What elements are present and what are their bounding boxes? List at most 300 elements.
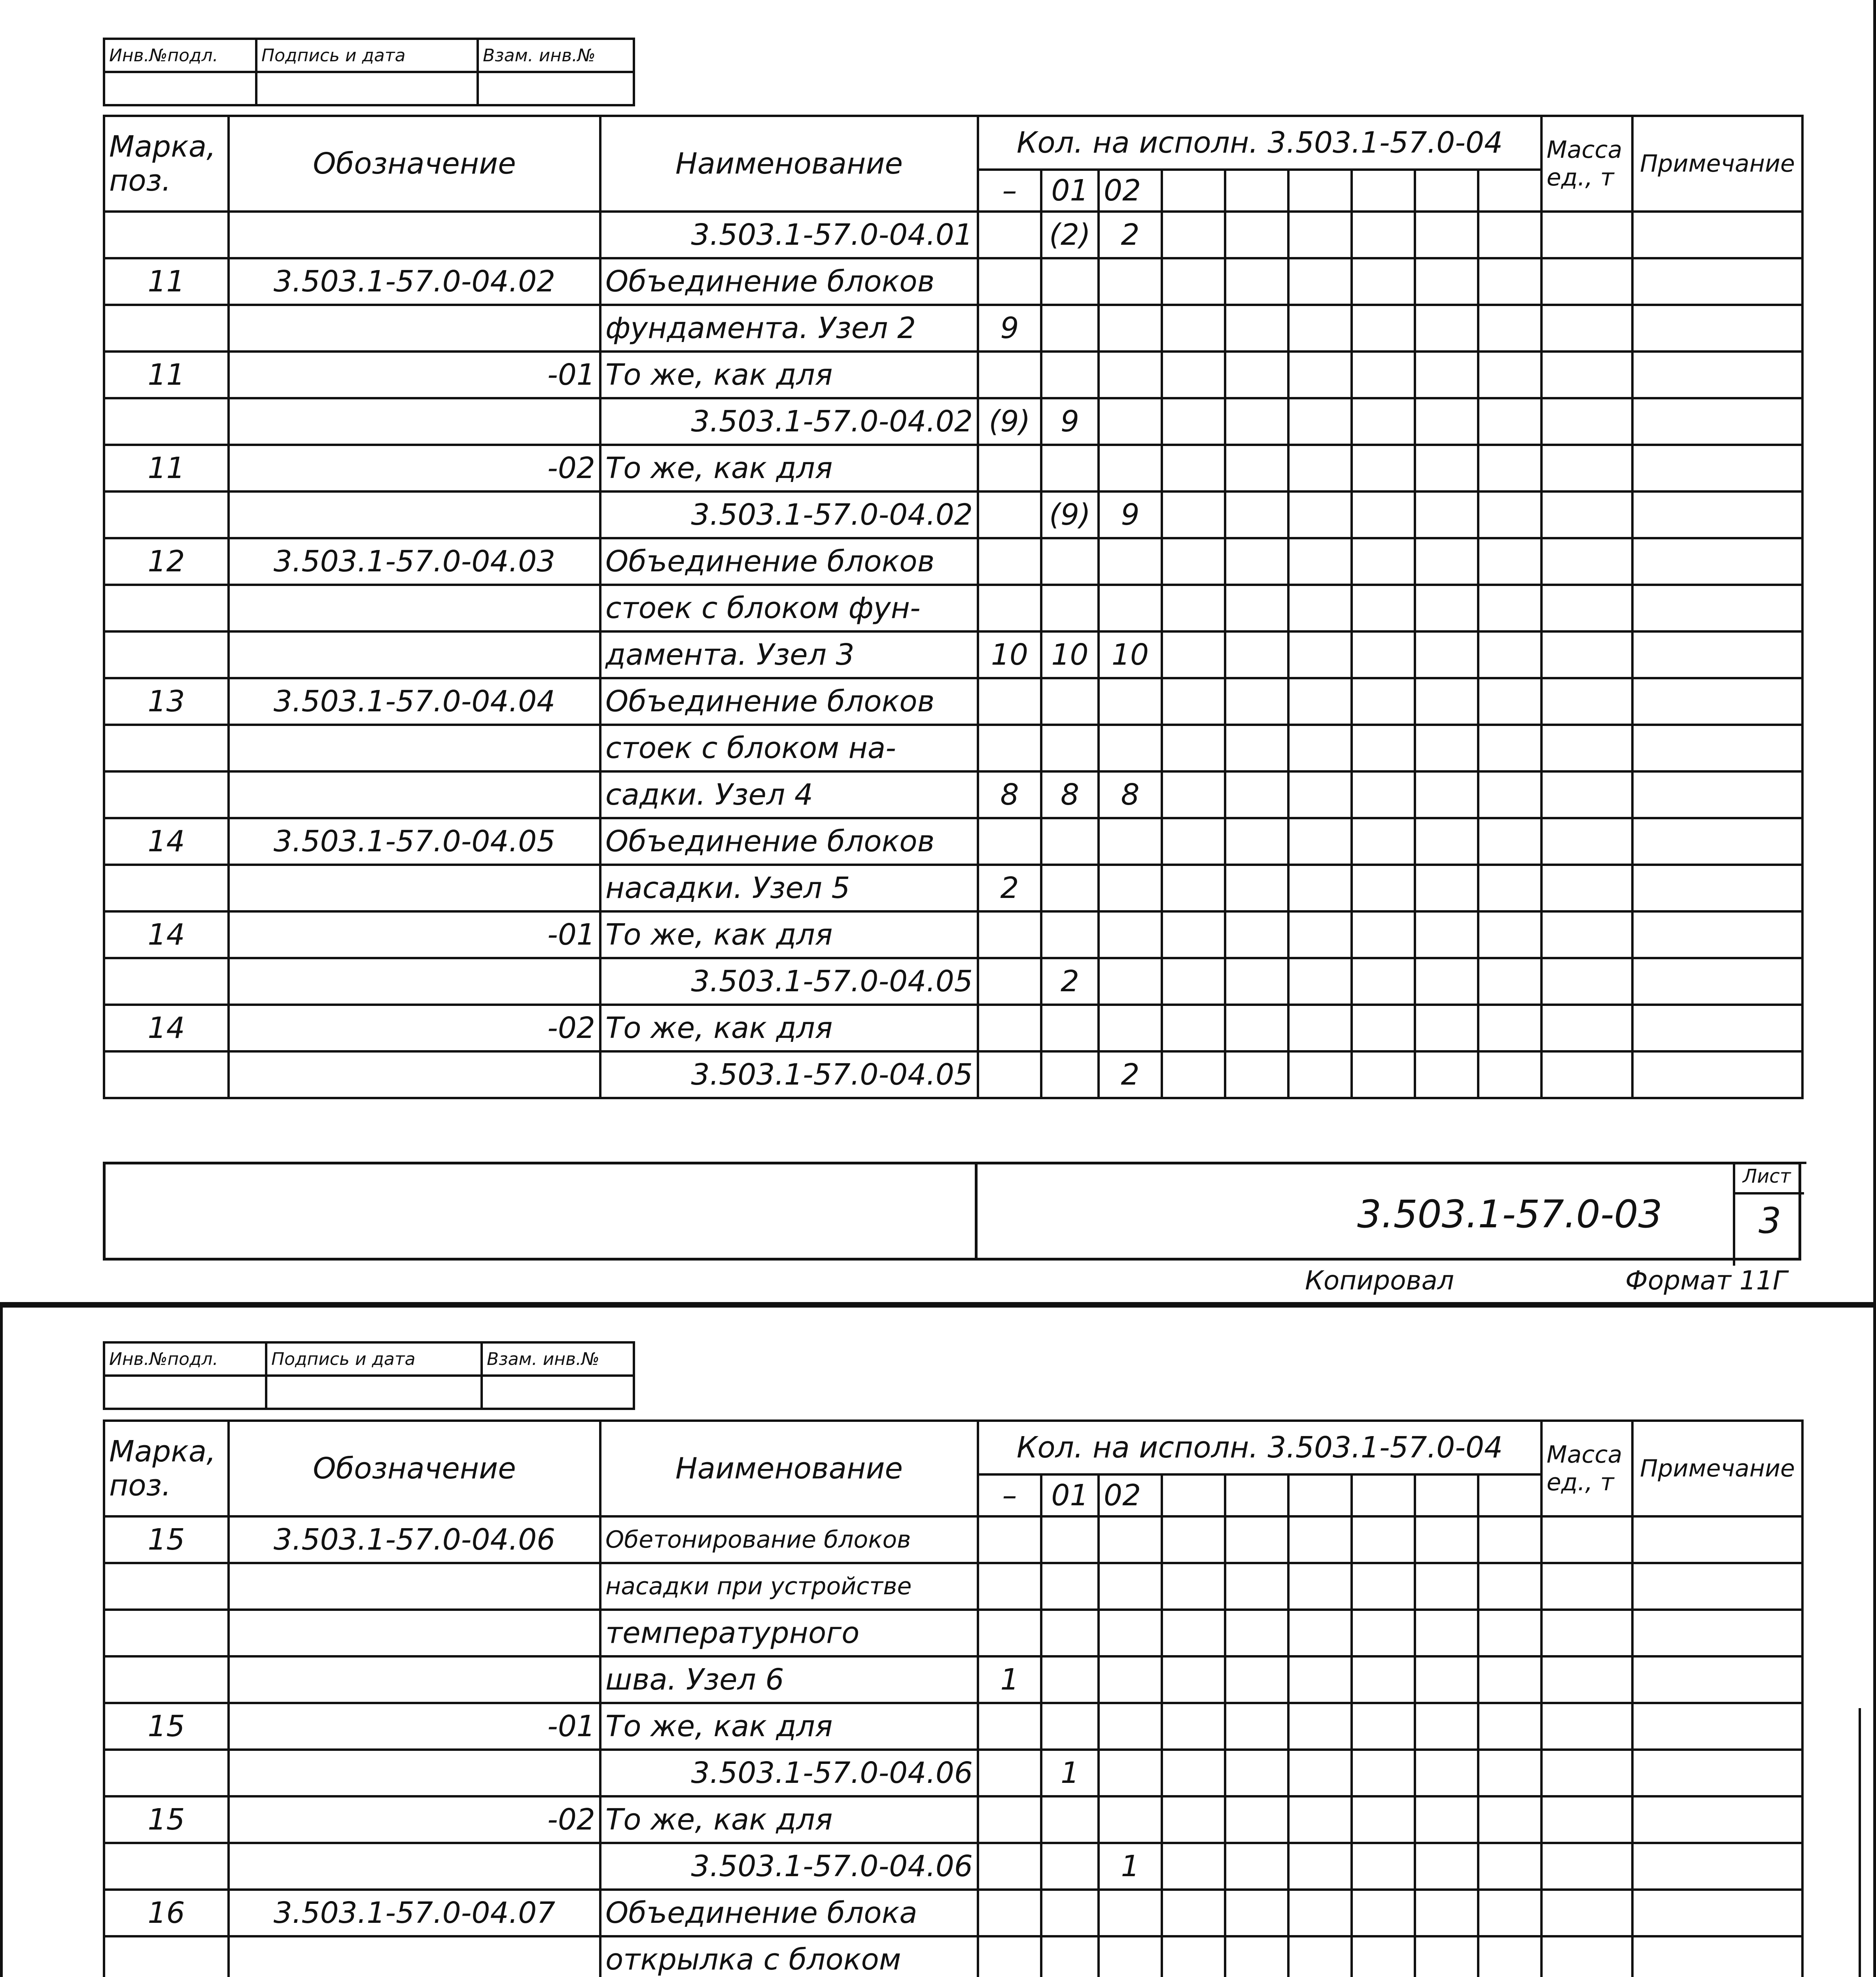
cell-empty [1225,1610,1288,1656]
cell-qty-01 [1041,1703,1099,1750]
cell-empty [1162,491,1225,538]
cell-empty [1162,911,1225,958]
cell-empty [1632,1563,1802,1610]
header-col-02: 02 [1099,1474,1162,1516]
cell-qty-02: 2 [1099,1051,1162,1098]
cell-naimenovanie: То же, как для [600,352,978,398]
cell-naimenovanie: 3.503.1-57.0-04.06 [600,1843,978,1890]
cell-empty [1415,1750,1478,1796]
header-primechanie: Примечание [1632,1421,1802,1516]
cell-qty-02 [1099,1890,1162,1936]
cell-empty [1415,958,1478,1005]
cell-empty [1415,1890,1478,1936]
cell-qty-01 [1041,1563,1099,1610]
cell-empty [1288,1563,1352,1610]
cell-empty [1162,212,1225,258]
cell-qty-01: 8 [1041,771,1099,818]
cell-oboznachenie [229,865,600,911]
cell-qty-base [978,1563,1041,1610]
cell-empty [1478,258,1541,305]
table-body [104,1516,1802,1977]
cell-oboznachenie: 3.503.1-57.0-04.04 [229,678,600,725]
cell-empty [1541,1656,1632,1703]
cell-empty [1225,818,1288,865]
copied-by: Копировал [1305,1265,1454,1296]
cell-empty [1288,1843,1352,1890]
cell-empty [1541,818,1632,865]
cell-empty [1478,445,1541,491]
cell-qty-02 [1099,1610,1162,1656]
cell-empty [1415,1005,1478,1051]
cell-qty-02 [1099,678,1162,725]
cell-marka: 16 [104,1890,229,1936]
cell-empty [1415,491,1478,538]
cell-qty-01 [1041,585,1099,631]
cell-empty [1352,445,1415,491]
cell-empty [1478,818,1541,865]
header-col-01: 01 [1041,1474,1099,1516]
cell-qty-01: 10 [1041,631,1099,678]
cell-qty-base: 10 [978,631,1041,678]
cell-naimenovanie: дамента. Узел 3 [600,631,978,678]
cell-oboznachenie: 3.503.1-57.0-04.07 [229,1890,600,1936]
cell-naimenovanie: Обетонирование блоков [600,1516,978,1563]
cell-empty [1162,1796,1225,1843]
cell-qty-base: 8 [978,771,1041,818]
cell-empty [1632,1703,1802,1750]
cell-qty-01: 1 [1041,1750,1099,1796]
cell-empty [1541,585,1632,631]
binding-line [1859,1708,1861,1977]
cell-empty [1162,818,1225,865]
table-row [104,1051,1802,1098]
sheet-number: 3 [1759,1200,1781,1242]
header-col-01: 01 [1041,170,1099,212]
cell-oboznachenie [229,305,600,352]
cell-empty [1352,398,1415,445]
cell-empty [1478,1610,1541,1656]
cell-empty [1162,1005,1225,1051]
cell-qty-02 [1099,538,1162,585]
cell-empty [1478,678,1541,725]
cell-marka [104,1936,229,1977]
cell-marka: 11 [104,352,229,398]
cell-oboznachenie [229,725,600,771]
cell-empty [1162,1750,1225,1796]
cell-qty-01 [1041,1843,1099,1890]
cell-empty [1632,1051,1802,1098]
cell-qty-base [978,1610,1041,1656]
cell-empty [1415,538,1478,585]
cell-empty [1352,958,1415,1005]
cell-empty [1225,1005,1288,1051]
cell-naimenovanie: 3.503.1-57.0-04.06 [600,1750,978,1796]
cell-qty-base [978,1936,1041,1977]
cell-empty [1478,725,1541,771]
cell-empty [1541,958,1632,1005]
stamp-sign: Подпись и дата [256,39,478,72]
cell-empty [1541,445,1632,491]
cell-naimenovanie: То же, как для [600,1005,978,1051]
cell-qty-02 [1099,1005,1162,1051]
cell-marka [104,865,229,911]
cell-empty [1352,678,1415,725]
cell-marka [104,398,229,445]
cell-empty [1478,398,1541,445]
cell-empty [1225,1563,1288,1610]
cell-empty [1632,585,1802,631]
table-body [104,212,1802,1098]
table-row [104,445,1802,491]
cell-empty [1225,678,1288,725]
cell-marka: 13 [104,678,229,725]
stamp-inv: Инв.№подл. [104,39,256,72]
cell-empty [1415,1051,1478,1098]
cell-empty [1415,1516,1478,1563]
cell-empty [1541,1516,1632,1563]
cell-empty [1415,352,1478,398]
cell-empty [1632,1005,1802,1051]
cell-qty-01 [1041,911,1099,958]
header-col-02: 02 [1099,170,1162,212]
cell-empty [1352,771,1415,818]
cell-qty-base: 2 [978,865,1041,911]
cell-empty [1225,1656,1288,1703]
cell-marka: 12 [104,538,229,585]
cell-naimenovanie: насадки. Узел 5 [600,865,978,911]
cell-qty-01 [1041,678,1099,725]
cell-empty [1288,445,1352,491]
cell-oboznachenie [229,631,600,678]
cell-empty [1632,398,1802,445]
cell-empty [1632,258,1802,305]
cell-empty [1632,445,1802,491]
cell-empty [1352,725,1415,771]
cell-marka [104,631,229,678]
cell-empty [1541,911,1632,958]
cell-empty [1478,1516,1541,1563]
header-naimenovanie: Наименование [600,1421,978,1516]
cell-qty-02 [1099,1656,1162,1703]
sheet-label: Лист [1743,1165,1791,1187]
cell-empty [1478,771,1541,818]
sheet-4 [0,1305,1876,1977]
cell-naimenovanie: Объединение блоков [600,678,978,725]
header-marka: Марка, поз. [104,116,229,212]
cell-empty [1632,1936,1802,1977]
cell-empty [1162,1051,1225,1098]
cell-empty [1162,1516,1225,1563]
cell-oboznachenie [229,398,600,445]
cell-empty [1415,258,1478,305]
cell-empty [1541,1005,1632,1051]
cell-qty-01: 2 [1041,958,1099,1005]
cell-empty [1478,1563,1541,1610]
cell-empty [1541,1750,1632,1796]
cell-empty [1162,585,1225,631]
cell-empty [1415,1796,1478,1843]
cell-empty [1478,1656,1541,1703]
cell-marka [104,1051,229,1098]
header-oboznachenie: Обозначение [229,1421,600,1516]
cell-empty [1541,538,1632,585]
cell-empty [1352,1703,1415,1750]
cell-qty-base [978,538,1041,585]
cell-marka [104,725,229,771]
table-row [104,398,1802,445]
table-row [104,1936,1802,1977]
cell-oboznachenie [229,1656,600,1703]
cell-empty [1288,398,1352,445]
cell-empty [1225,631,1288,678]
cell-empty [1541,1703,1632,1750]
cell-empty [1225,1796,1288,1843]
cell-empty [1478,1936,1541,1977]
cell-empty [1541,725,1632,771]
cell-empty [1478,631,1541,678]
table-row [104,678,1802,725]
cell-qty-02 [1099,1563,1162,1610]
cell-empty [1352,538,1415,585]
cell-empty [1415,725,1478,771]
table-row [104,911,1802,958]
cell-qty-01 [1041,1610,1099,1656]
cell-empty [1352,1610,1415,1656]
stamp-vzam: Взам. инв.№ [482,1342,634,1376]
cell-qty-02: 1 [1099,1843,1162,1890]
table-row [104,1750,1802,1796]
header-oboznachenie: Обозначение [229,116,600,212]
table-row [104,585,1802,631]
cell-marka [104,771,229,818]
cell-empty [1352,865,1415,911]
cell-empty [1541,1936,1632,1977]
cell-empty [1288,305,1352,352]
cell-oboznachenie [229,585,600,631]
cell-empty [1541,1610,1632,1656]
table-row [104,1610,1802,1656]
cell-empty [1225,585,1288,631]
cell-marka: 14 [104,1005,229,1051]
cell-qty-02 [1099,1703,1162,1750]
cell-empty [1632,1656,1802,1703]
cell-empty [1541,398,1632,445]
cell-empty [1162,1563,1225,1610]
cell-empty [1225,1703,1288,1750]
table-row [104,491,1802,538]
cell-empty [1478,1890,1541,1936]
cell-empty [1288,911,1352,958]
stamp-vzam: Взам. инв.№ [478,39,634,72]
cell-empty [1162,958,1225,1005]
cell-empty [1415,585,1478,631]
cell-qty-base [978,445,1041,491]
cell-qty-base [978,1703,1041,1750]
cell-qty-base [978,818,1041,865]
cell-empty [1352,1936,1415,1977]
cell-empty [1478,1750,1541,1796]
cell-empty [1632,911,1802,958]
cell-qty-02: 8 [1099,771,1162,818]
cell-marka [104,491,229,538]
cell-naimenovanie: То же, как для [600,1703,978,1750]
cell-qty-base [978,1516,1041,1563]
cell-marka: 15 [104,1796,229,1843]
cell-oboznachenie: 3.503.1-57.0-04.03 [229,538,600,585]
cell-qty-base [978,212,1041,258]
cell-empty [1288,585,1352,631]
cell-oboznachenie [229,212,600,258]
cell-qty-02: 9 [1099,491,1162,538]
cell-empty [1162,678,1225,725]
cell-empty [1162,398,1225,445]
cell-empty [1415,1610,1478,1656]
cell-empty [1288,725,1352,771]
cell-empty [1225,865,1288,911]
cell-naimenovanie: 3.503.1-57.0-04.05 [600,1051,978,1098]
cell-marka [104,1610,229,1656]
cell-oboznachenie: -02 [229,445,600,491]
cell-empty [1632,958,1802,1005]
cell-empty [1415,1843,1478,1890]
table-row [104,1005,1802,1051]
cell-oboznachenie [229,1610,600,1656]
cell-empty [1352,1656,1415,1703]
cell-qty-01: (2) [1041,212,1099,258]
cell-qty-01 [1041,1890,1099,1936]
cell-empty [1478,352,1541,398]
cell-qty-01 [1041,1656,1099,1703]
cell-empty [1632,1516,1802,1563]
cell-naimenovanie: 3.503.1-57.0-04.01 [600,212,978,258]
cell-naimenovanie: стоек с блоком на- [600,725,978,771]
cell-empty [1288,1051,1352,1098]
cell-empty [1288,958,1352,1005]
cell-oboznachenie [229,1843,600,1890]
cell-empty [1478,585,1541,631]
cell-empty [1478,1843,1541,1890]
cell-qty-base [978,1005,1041,1051]
cell-empty [1288,491,1352,538]
cell-empty [1162,445,1225,491]
table-row [104,865,1802,911]
cell-empty [1225,258,1288,305]
cell-qty-02 [1099,1936,1162,1977]
cell-qty-01 [1041,445,1099,491]
cell-empty [1478,305,1541,352]
cell-naimenovanie: насадки при устройстве [600,1563,978,1610]
cell-qty-02 [1099,818,1162,865]
cell-empty [1541,212,1632,258]
cell-empty [1225,1051,1288,1098]
cell-naimenovanie: температурного [600,1610,978,1656]
cell-qty-base [978,911,1041,958]
cell-qty-base [978,585,1041,631]
cell-empty [1162,725,1225,771]
approval-stamp [103,38,635,106]
table-row [104,1656,1802,1703]
cell-empty [1415,1703,1478,1750]
cell-qty-02 [1099,865,1162,911]
format-label: Формат 11Г [1625,1265,1787,1296]
header-massa: Масса ед., т [1541,116,1632,212]
cell-qty-base [978,725,1041,771]
cell-empty [1541,305,1632,352]
cell-empty [1288,1005,1352,1051]
table-row [104,631,1802,678]
cell-oboznachenie [229,958,600,1005]
title-block [975,1162,1801,1261]
cell-empty [1632,1610,1802,1656]
cell-oboznachenie: 3.503.1-57.0-04.02 [229,258,600,305]
stamp-inv: Инв.№подл. [104,1342,266,1376]
cell-marka [104,305,229,352]
cell-qty-02 [1099,445,1162,491]
cell-empty [1162,538,1225,585]
cell-qty-01 [1041,305,1099,352]
cell-naimenovanie: Объединение блоков [600,258,978,305]
cell-empty [1162,1656,1225,1703]
cell-marka [104,1563,229,1610]
cell-empty [1225,212,1288,258]
cell-qty-02 [1099,958,1162,1005]
specification-table [103,1419,1804,1977]
cell-empty [1352,1796,1415,1843]
cell-empty [1162,1890,1225,1936]
cell-qty-02 [1099,585,1162,631]
cell-empty [1225,911,1288,958]
cell-empty [1415,678,1478,725]
cell-marka: 11 [104,258,229,305]
cell-naimenovanie: Объединение блоков [600,818,978,865]
cell-empty [1288,1796,1352,1843]
cell-qty-01 [1041,1051,1099,1098]
cell-empty [1162,1703,1225,1750]
cell-oboznachenie [229,1750,600,1796]
cell-oboznachenie: -01 [229,911,600,958]
cell-empty [1632,818,1802,865]
cell-naimenovanie: шва. Узел 6 [600,1656,978,1703]
cell-empty [1352,352,1415,398]
cell-qty-base [978,491,1041,538]
cell-qty-02 [1099,398,1162,445]
cell-empty [1162,352,1225,398]
header-kolichestvo: Кол. на исполн. 3.503.1-57.0-04 [978,116,1541,170]
cell-empty [1415,631,1478,678]
table-row [104,958,1802,1005]
cell-empty [1541,1051,1632,1098]
cell-qty-01 [1041,258,1099,305]
cell-empty [1288,538,1352,585]
cell-qty-02 [1099,1516,1162,1563]
cell-empty [1415,445,1478,491]
cell-empty [1415,771,1478,818]
cell-qty-01 [1041,865,1099,911]
cell-qty-01 [1041,1516,1099,1563]
cell-empty [1352,911,1415,958]
cell-oboznachenie: -01 [229,1703,600,1750]
cell-empty [1288,631,1352,678]
cell-empty [1225,491,1288,538]
header-naimenovanie: Наименование [600,116,978,212]
document-code: 3.503.1-57.0-03 [1357,1192,1662,1236]
cell-empty [1415,911,1478,958]
cell-qty-02 [1099,911,1162,958]
cell-naimenovanie: То же, как для [600,911,978,958]
cell-qty-02 [1099,1796,1162,1843]
cell-empty [1162,1936,1225,1977]
cell-empty [1478,1005,1541,1051]
